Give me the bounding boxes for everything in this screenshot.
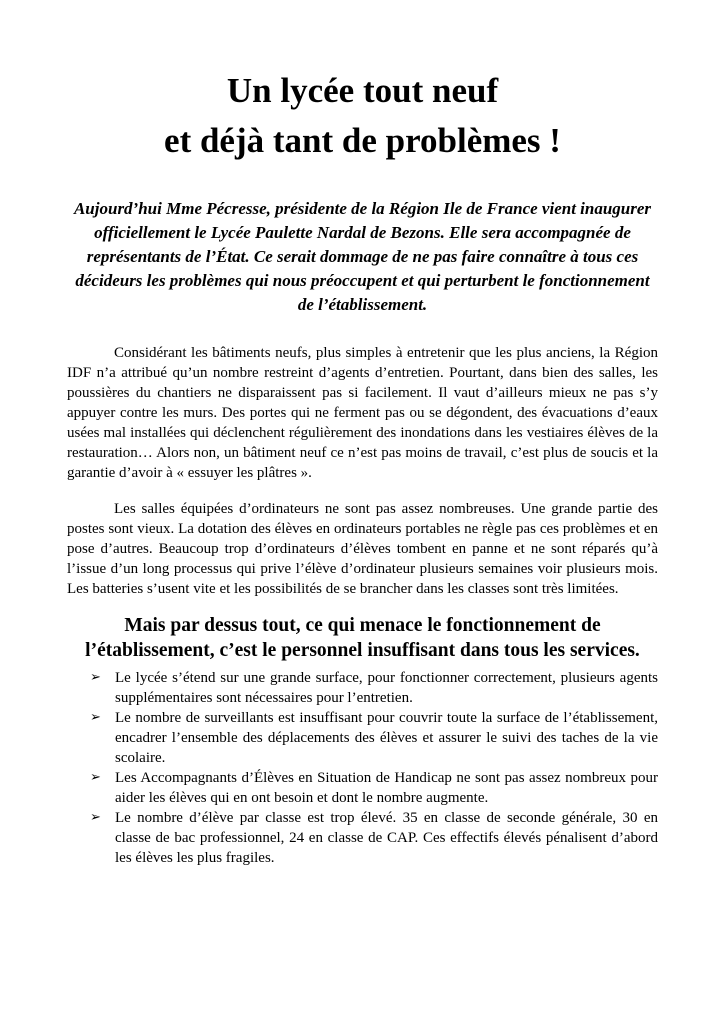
list-item xyxy=(90,708,658,768)
document-title xyxy=(67,66,658,166)
arrow-bullet-icon: ➢ xyxy=(90,810,101,825)
intro-paragraph: Aujourd’hui Mme Pécresse, présidente de la Région Ile de France vient inaugurer officiellement le Lycée Paulette Nardal de Bezons. Elle sera accompagnée de représentants de l’État. Ce serait dommage de ne pas faire connaître à tous ces décideurs les problèmes qui nous préoccupent et qui perturbent le fonctionnement de l’établissement. xyxy=(73,199,652,314)
arrow-bullet-icon: ➢ xyxy=(90,770,101,785)
arrow-bullet-icon: ➢ xyxy=(90,670,101,685)
section-heading: Mais par dessus tout, ce qui menace le fonctionnement de l’établissement, c’est le personnel insuffisant dans tous les services. xyxy=(85,615,640,661)
list-item xyxy=(90,668,658,708)
list-item-text: Le nombre d’élève par classe est trop élevé. 35 en classe de seconde générale, 30 en classe de bac professionnel, 24 en classe de CAP. Ces effectifs élevés pénalisent d’abord les élèves les plus fragiles. xyxy=(115,810,658,866)
body-paragraph-1: Considérant les bâtiments neufs, plus simples à entretenir que les plus anciens, la Région IDF n’a attribué qu’un nombre restreint d’agents d’entretien. Pourtant, dans bien des salles, les poussières du chantiers ne disparaissent pas si facilement. Il vaut d’ailleurs mieux ne pas s’y appuyer contre les murs. Des portes qui ne ferment pas ou se dégondent, des évacuations d’eaux usées mal installées qui déclenchent régulièrement des inondations dans les vestiaires élèves de la restauration… Alors non, un bâtiment neuf ce n’est pas moins de travail, c’est plus de soucis et la garantie d’avoir à « essuyer les plâtres ». xyxy=(67,345,658,481)
title-line-1: Un lycée tout neuf xyxy=(226,71,499,110)
body-paragraph-2: Les salles équipées d’ordinateurs ne sont pas assez nombreuses. Une grande partie des postes sont vieux. La dotation des élèves en ordinateurs portables ne règle pas ces problèmes et en pose d’autres. Beaucoup trop d’ordinateurs d’élèves tombent en panne et ne sont réparés qu’à l’issue d’un long processus qui prive l’élève d’ordinateur plusieurs semaines voir plusieurs mois. Les batteries s’usent vite et les possibilités de se brancher dans les classes sont très limitées. xyxy=(67,501,658,597)
list-item xyxy=(90,768,658,808)
list-item xyxy=(90,808,658,868)
list-item-text: Le nombre de surveillants est insuffisant pour couvrir toute la surface de l’établissement, encadrer l’ensemble des déplacements des élèves et assurer le suivi des taches de la vie scolaire. xyxy=(115,710,658,766)
arrow-bullet-icon: ➢ xyxy=(90,710,101,725)
title-line-2: et déjà tant de problèmes ! xyxy=(164,121,561,160)
list-item-text: Le lycée s’étend sur une grande surface, pour fonctionner correctement, plusieurs agents supplémentaires sont nécessaires pour l’entretien. xyxy=(115,670,658,706)
issues-list xyxy=(67,668,658,868)
list-item-text: Les Accompagnants d’Élèves en Situation de Handicap ne sont pas assez nombreux pour aider les élèves qui en ont besoin et dont le nombre augmente. xyxy=(115,770,658,806)
